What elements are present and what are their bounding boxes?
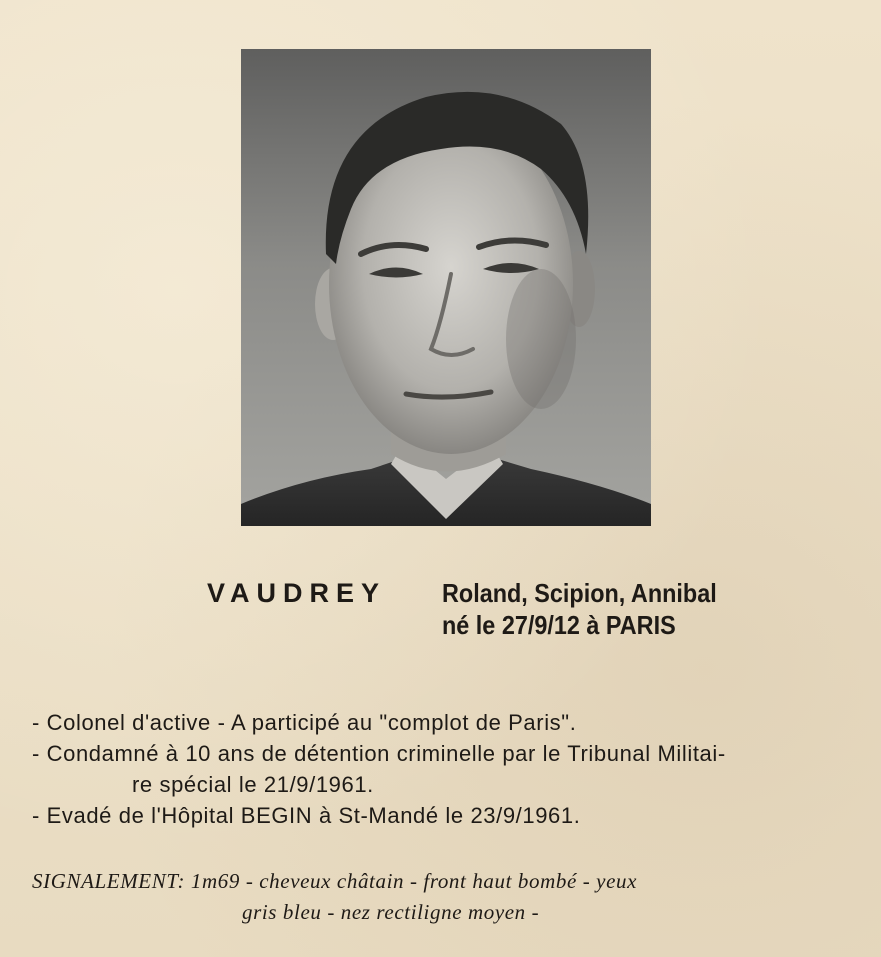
detail-line: - Colonel d'active - A participé au "complot de Paris". [32,710,577,735]
details-list [32,707,872,831]
physical-description [32,866,862,928]
signalement-line-1 [32,866,862,897]
detail-line: re spécial le 21/9/1961. [132,772,374,797]
portrait-photo [241,49,651,526]
identity-block [207,578,847,648]
detail-line: - Condamné à 10 ans de détention criminelle par le Tribunal Militai- [32,741,726,766]
given-names: Roland, Scipion, Annibal [442,578,717,608]
birth-info: né le 27/9/12 à PARIS [442,610,676,640]
detail-line: - Evadé de l'Hôpital BEGIN à St-Mandé le 23/9/1961. [32,803,581,828]
surname: VAUDREY [207,578,387,608]
signalement-text-1: 1m69 - cheveux châtain - front haut bombé - yeux [190,869,638,893]
signalement-label: SIGNALEMENT: [32,869,186,893]
signalement-text-2: gris bleu - nez rectiligne moyen - [242,900,540,924]
portrait-illustration [241,49,651,526]
